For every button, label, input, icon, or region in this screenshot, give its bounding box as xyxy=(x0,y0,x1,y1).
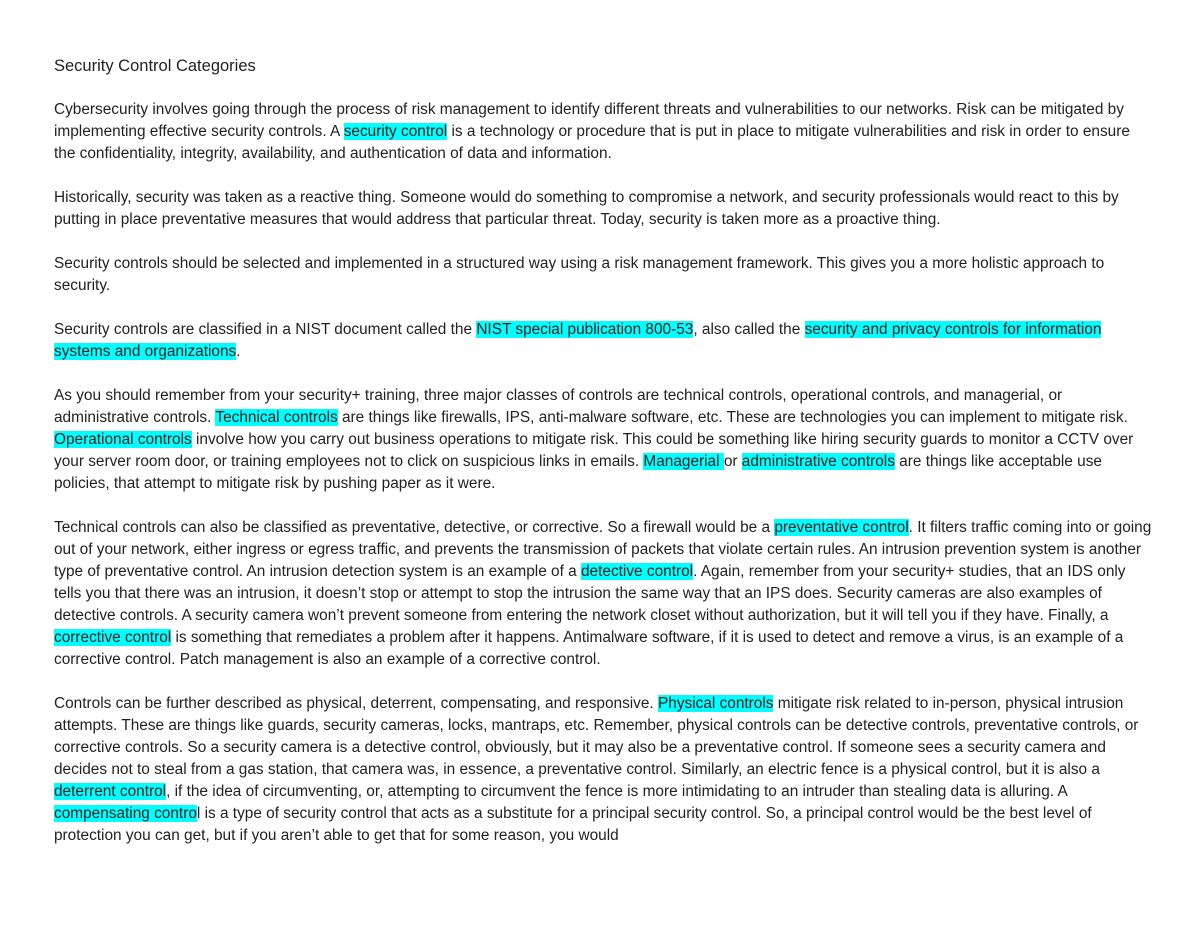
highlighted-term: security and privacy controls for information systems and organizations xyxy=(54,321,1102,360)
text-run: l is a type of security control that acts as a substitute for a principal security control. So, a principal control would be the best level of protection you can get, but if you aren’t able to get that for some reason, you would xyxy=(54,805,1092,844)
text-run: or xyxy=(723,453,742,470)
text-run: is a technology or procedure that is put in place to mitigate vulnerabilities and risk in order to ensure the confidentiality, integrity, availability, and authentication of data and information. xyxy=(54,123,1130,162)
text-run: are things like acceptable use policies, that attempt to mitigate risk by pushing paper as it were. xyxy=(54,453,1102,492)
text-run: Controls can be further described as physical, deterrent, compensating, and responsive. xyxy=(54,695,658,712)
paragraph xyxy=(54,385,1154,495)
text-run: Technical controls can also be classified as preventative, detective, or corrective. So a firewall would be a xyxy=(54,519,775,536)
document-title: Security Control Categories xyxy=(54,57,256,75)
paragraph xyxy=(54,319,1154,363)
highlighted-term: deterrent control xyxy=(54,783,167,800)
text-run: are things like firewalls, IPS, anti-malware software, etc. These are technologies you can implement to mitigate risk. xyxy=(337,409,1128,426)
text-run: As you should remember from your security+ training, three major classes of controls are technical controls, operational controls, and managerial, or administrative controls. xyxy=(54,387,1063,426)
text-run: Security controls are classified in a NIST document called the xyxy=(54,321,477,338)
text-run: . It filters traffic coming into or going out of your network, either ingress or egress traffic, and prevents the transmission of packets that violate certain rules. An intrusion prevention system is another type of preventative control. An intrusion detection system is an example of a xyxy=(54,519,1152,580)
paragraph xyxy=(54,693,1154,847)
highlighted-term: Managerial xyxy=(643,453,724,470)
highlighted-term: NIST special publication 800-53 xyxy=(476,321,694,338)
text-run: is something that remediates a problem after it happens. Antimalware software, if it is used to detect and remove a virus, is an example of a corrective control. Patch management is also an example of a corrective control. xyxy=(54,629,1124,668)
highlighted-term: corrective control xyxy=(54,629,172,646)
highlighted-term: detective control xyxy=(581,563,694,580)
highlighted-term: Technical controls xyxy=(215,409,338,426)
highlighted-term: security control xyxy=(343,123,448,140)
document-page xyxy=(54,55,1154,869)
text-run: Historically, security was taken as a reactive thing. Someone would do something to compromise a network, and security professionals would react to this by putting in place preventative measures that would address that particular threat. Today, security is taken more as a proactive thing. xyxy=(54,189,1119,228)
paragraph xyxy=(54,253,1154,297)
highlighted-term: Operational controls xyxy=(54,431,192,448)
document-body xyxy=(54,99,1154,847)
text-run: , if the idea of circumventing, or, attempting to circumvent the fence is more intimidating to an intruder than stealing data is alluring. A xyxy=(166,783,1067,800)
highlighted-term: compensating contro xyxy=(54,805,197,822)
text-run: Cybersecurity involves going through the process of risk management to identify different threats and vulnerabilities to our networks. Risk can be mitigated by implementing effective security controls. A xyxy=(54,101,1124,140)
highlighted-term: Physical controls xyxy=(658,695,774,712)
text-run: . xyxy=(236,343,241,360)
text-run: . Again, remember from your security+ studies, that an IDS only tells you that there was an intrusion, it doesn’t stop or attempt to stop the intrusion the same way that an IPS does. Security cameras are also examples of detective controls. A security camera won’t prevent someone from entering the network closet without authorization, but it will tell you if they have. Finally, a xyxy=(54,563,1126,624)
text-run: Security controls should be selected and implemented in a structured way using a risk management framework. This gives you a more holistic approach to security. xyxy=(54,255,1105,294)
paragraph xyxy=(54,517,1154,671)
paragraph xyxy=(54,187,1154,231)
text-run: involve how you carry out business operations to mitigate risk. This could be something like hiring security guards to monitor a CCTV over your server room door, or training employees not to click on suspicious links in emails. xyxy=(54,431,1134,470)
text-run: mitigate risk related to in-person, physical intrusion attempts. These are things like guards, security cameras, locks, mantraps, etc. Remember, physical controls can be detective controls, preventative controls, or corrective controls. So a security camera is a detective control, obviously, but it may also be a preventative control. If someone sees a security camera and decides not to steal from a gas station, that camera was, in essence, a preventative control. Similarly, an electric fence is a physical control, but it is also a xyxy=(54,695,1139,778)
highlighted-term: preventative control xyxy=(774,519,909,536)
text-run: , also called the xyxy=(693,321,805,338)
highlighted-term: administrative controls xyxy=(741,453,895,470)
paragraph xyxy=(54,99,1154,165)
